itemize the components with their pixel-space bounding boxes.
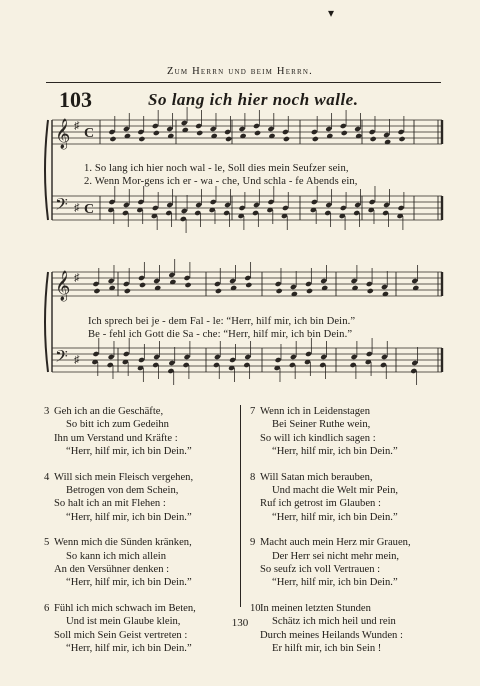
system1-verse1-lyrics: 1. So lang ich hier noch wal - le, Soll dies mein Seufzer sein, xyxy=(84,163,349,174)
stanza-line: Betrogen von dem Schein, xyxy=(66,485,179,497)
notehead-icon xyxy=(215,288,222,294)
notehead-icon xyxy=(185,282,192,288)
notehead-icon xyxy=(283,136,290,142)
notehead-icon xyxy=(93,288,100,294)
stanza-line: “Herr, hilf mir, ich bin Dein.” xyxy=(66,577,192,589)
system2-verse2-lyrics: Be - fehl ich Gott die Sa - che: “Herr, hilf mir, ich bin Dein.” xyxy=(88,329,353,340)
bass-clef-icon: 𝄢 xyxy=(55,346,68,370)
system2-verse1-lyrics: Ich sprech bei je - dem Fal - le: “Herr, hilf mir, ich bin Dein.” xyxy=(88,316,356,327)
treble-clef-icon: 𝄞 xyxy=(55,119,71,149)
hymn-number: 103 xyxy=(59,87,92,112)
stanza-line: Geh ich an die Geschäfte, xyxy=(54,406,164,417)
stanza-line: Soll mich Sein Geist vertreten : xyxy=(54,629,188,641)
notehead-icon xyxy=(196,130,203,136)
stanza-line: Macht auch mein Herz mir Grauen, xyxy=(260,537,411,549)
stanza xyxy=(250,536,450,590)
time-signature-icon: C xyxy=(84,126,95,141)
notehead-icon xyxy=(124,288,131,294)
stanza-line: “Herr, hilf mir, ich bin Dein.” xyxy=(272,577,398,589)
stanza-number: 9 xyxy=(250,537,256,549)
stanza-number: 6 xyxy=(44,602,50,614)
printer-mark: ▾ xyxy=(328,6,335,20)
stanza-line: Schätz ich mich heil und rein xyxy=(272,616,396,628)
stanza-line: In meinen letzten Stunden xyxy=(260,602,371,614)
stanza-line: Fühl ich mich schwach im Beten, xyxy=(54,602,196,614)
stanza-line: Durch meines Heilands Wunden : xyxy=(260,629,403,641)
stanza-line: “Herr, hilf mir, ich bin Dein.” xyxy=(66,446,192,458)
stanza-number: 10 xyxy=(250,602,261,614)
stanza xyxy=(250,405,450,459)
sharp-icon: ♯ xyxy=(74,354,80,366)
notehead-icon xyxy=(341,130,348,136)
stanza-line: Er hilft mir, ich bin Sein ! xyxy=(272,643,382,655)
stanza-line: Will Satan mich berauben, xyxy=(260,471,373,483)
stanza-line: Bei Seiner Ruthe wein, xyxy=(272,419,371,431)
page-number: 130 xyxy=(231,617,249,629)
stanza-line: So halt ich an mit Flehen : xyxy=(54,498,166,510)
stanza-line: An den Versühner denken : xyxy=(54,564,170,576)
stanza-line: Der Herr sei nicht mehr mein, xyxy=(272,550,400,562)
stanza xyxy=(44,405,234,459)
notehead-icon xyxy=(312,136,319,142)
stanza-line: Ruf ich getrost im Glauben : xyxy=(260,498,381,510)
stanza-number: 3 xyxy=(44,406,50,417)
sharp-icon: ♯ xyxy=(74,120,80,132)
running-title: Zum Herrn und beim Herrn. xyxy=(167,66,313,77)
notehead-icon xyxy=(139,282,146,288)
stanza-number: 5 xyxy=(44,537,50,549)
stanza-line: Und ist mein Glaube klein, xyxy=(66,616,181,628)
stanza-line: So seufz ich voll Vertrauen : xyxy=(260,564,381,576)
notehead-icon xyxy=(254,130,261,136)
stanza xyxy=(44,536,234,590)
stanza-line: “Herr, hilf mir, ich bin Dein.” xyxy=(66,511,192,523)
stanza-number: 8 xyxy=(250,471,256,483)
stanza-line: “Herr, hilf mir, ich bin Dein.” xyxy=(272,511,398,523)
treble-clef-icon: 𝄞 xyxy=(55,271,71,301)
stanza-line: Und macht die Welt mir Pein, xyxy=(272,485,399,497)
stanza-line: Will sich mein Fleisch vergehen, xyxy=(54,471,194,483)
system1-verse2-lyrics: 2. Wenn Mor-gens ich er - wa - che, Und schla - fe Abends ein, xyxy=(84,176,358,187)
notehead-icon xyxy=(245,282,252,288)
notehead-icon xyxy=(109,136,116,142)
notehead-icon xyxy=(276,288,283,294)
notehead-icon xyxy=(306,288,313,294)
notehead-icon xyxy=(225,136,232,142)
stanza-line: Ihn um Verstand und Kräfte : xyxy=(54,432,178,444)
brace xyxy=(45,120,48,220)
stanza-line: “Herr, hilf mir, ich bin Dein.” xyxy=(66,643,192,655)
stanza-line: So kann ich mich allein xyxy=(66,550,167,562)
stanza-number: 7 xyxy=(250,406,256,417)
stanza-line: “Herr, hilf mir, ich bin Dein.” xyxy=(272,446,398,458)
sharp-icon: ♯ xyxy=(74,272,80,284)
stanza-line: Wenn ich in Leidenstagen xyxy=(260,406,371,417)
notehead-icon xyxy=(367,288,374,294)
notehead-icon xyxy=(153,130,160,136)
notehead-icon xyxy=(138,136,145,142)
stanza-line: So will ich kindlich sagen : xyxy=(260,432,376,444)
notehead-icon xyxy=(399,136,406,142)
stanza xyxy=(250,471,450,525)
column-divider xyxy=(240,405,241,607)
stanza xyxy=(44,471,234,525)
stanza-line: So bitt ich zum Gedeihn xyxy=(66,419,169,431)
time-signature-icon: C xyxy=(84,202,95,217)
sharp-icon: ♯ xyxy=(74,202,80,214)
stanza-line: Wenn mich die Sünden kränken, xyxy=(54,537,192,549)
brace xyxy=(45,272,48,372)
hymn-title: So lang ich hier noch walle. xyxy=(148,90,359,109)
stanza-number: 4 xyxy=(44,471,50,483)
notehead-icon xyxy=(370,136,377,142)
bass-clef-icon: 𝄢 xyxy=(55,194,68,218)
